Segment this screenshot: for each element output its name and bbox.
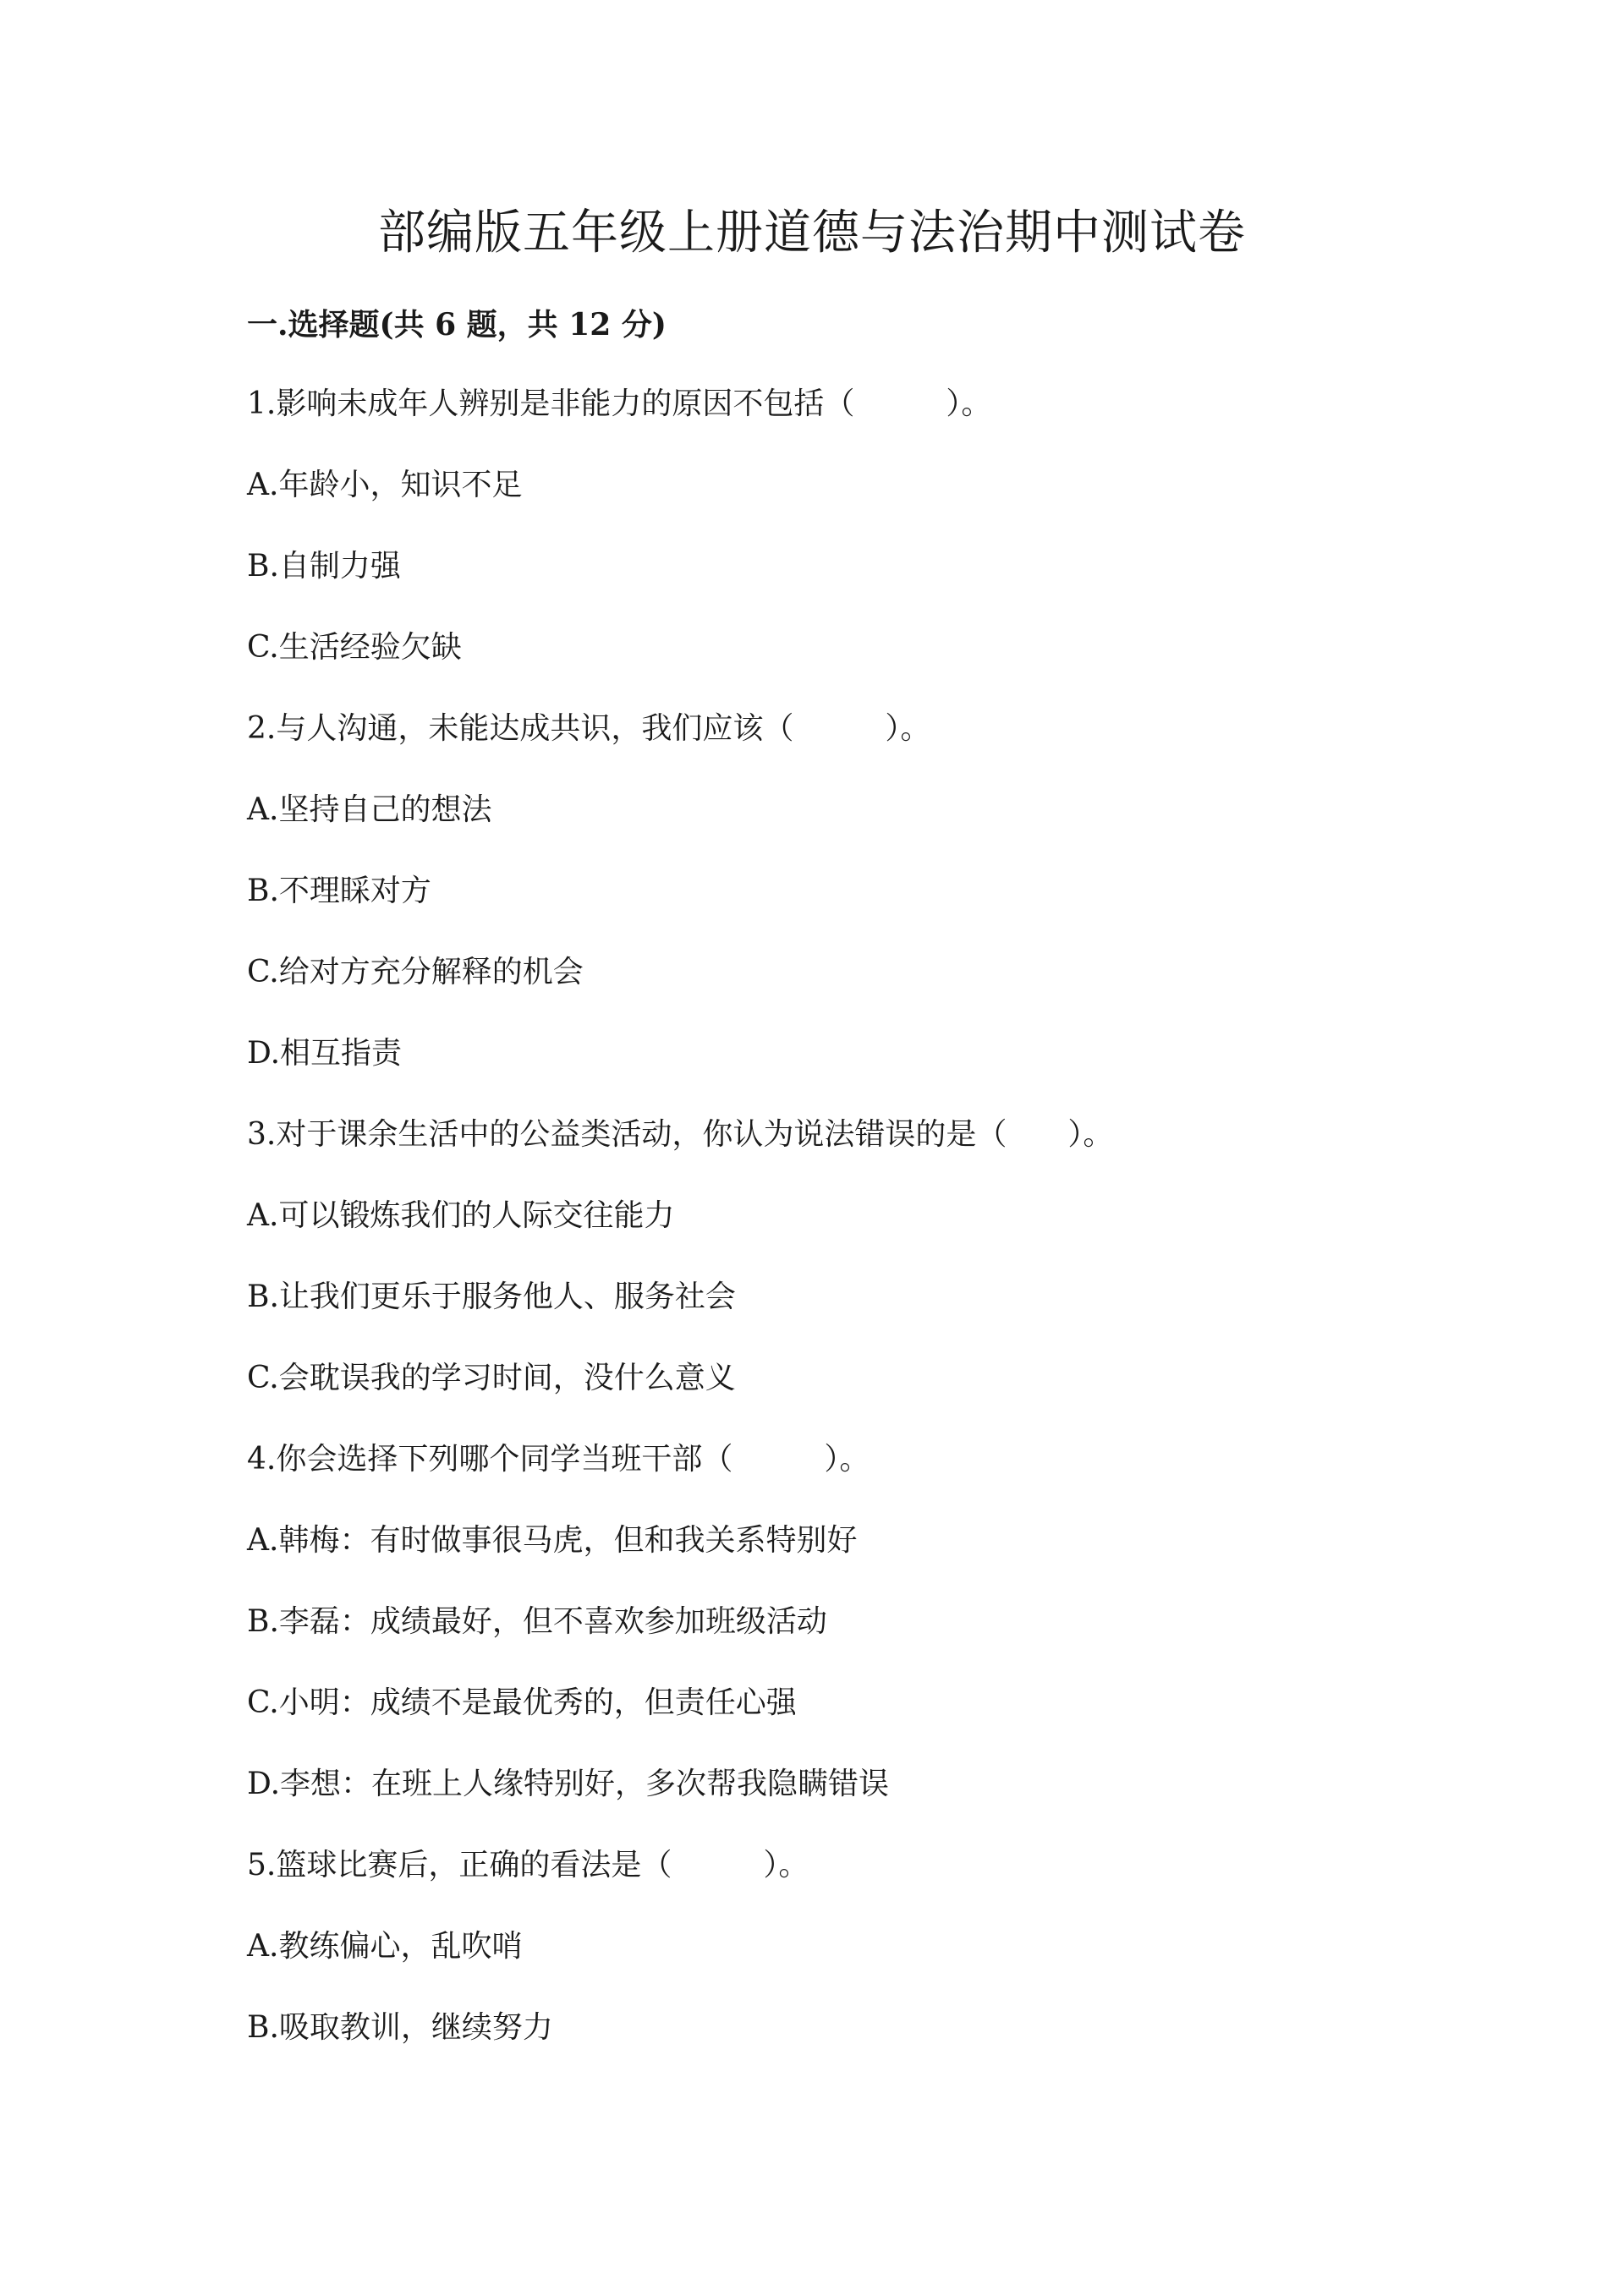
question-2-stem: 2.与人沟通，未能达成共识，我们应该（ ）。 — [247, 711, 931, 746]
question-5-stem: 5.篮球比赛后，正确的看法是（ ）。 — [247, 1848, 809, 1882]
question-3-option-a: A.可以锻炼我们的人际交往能力 — [247, 1198, 675, 1233]
question-3-option-c: C.会耽误我的学习时间，没什么意义 — [247, 1361, 736, 1395]
question-4-option-c: C.小明：成绩不是最优秀的，但责任心强 — [247, 1685, 797, 1720]
question-1-stem: 1.影响未成年人辨别是非能力的原因不包括（ ）。 — [247, 386, 992, 421]
page-title: 部编版五年级上册道德与法治期中测试卷 — [378, 205, 1246, 260]
question-3-option-b: B.让我们更乐于服务他人、服务社会 — [247, 1280, 736, 1314]
question-2-option-a: A.坚持自己的想法 — [247, 792, 492, 827]
question-1-option-a: A.年龄小，知识不足 — [247, 468, 523, 502]
question-2-option-d: D.相互指责 — [247, 1036, 403, 1071]
question-3-stem: 3.对于课余生活中的公益类活动，你认为说法错误的是（ ）。 — [247, 1117, 1114, 1152]
question-2-option-b: B.不理睬对方 — [247, 874, 431, 908]
question-5-option-a: A.教练偏心，乱吹哨 — [247, 1929, 523, 1964]
question-2-option-c: C.给对方充分解释的机会 — [247, 955, 584, 989]
question-5-option-b: B.吸取教训，继续努力 — [247, 2010, 553, 2045]
question-4-option-b: B.李磊：成绩最好，但不喜欢参加班级活动 — [247, 1604, 827, 1639]
question-4-option-a: A.韩梅：有时做事很马虎，但和我关系特别好 — [247, 1523, 858, 1558]
question-1-option-b: B.自制力强 — [247, 549, 401, 584]
question-4-option-d: D.李想：在班上人缘特别好，多次帮我隐瞒错误 — [247, 1767, 890, 1801]
question-1-option-c: C.生活经验欠缺 — [247, 630, 462, 665]
question-4-stem: 4.你会选择下列哪个同学当班干部（ ）。 — [247, 1442, 870, 1477]
section-heading: 一.选择题(共 6 题，共 12 分) — [247, 307, 667, 342]
